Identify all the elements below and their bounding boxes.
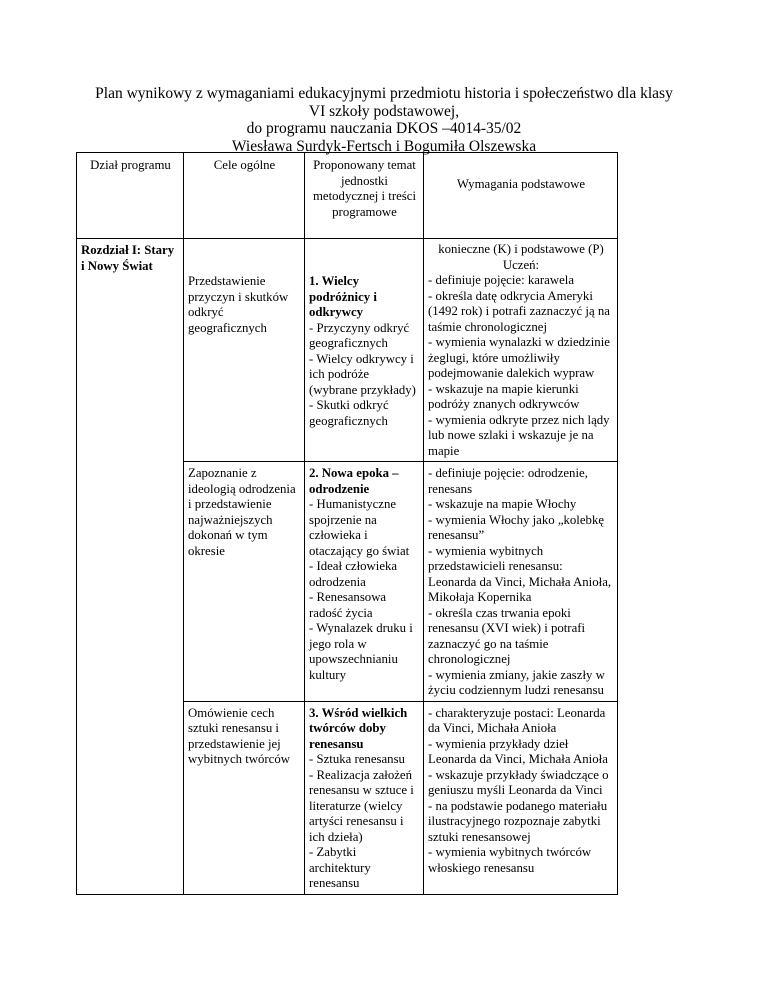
table-header-row [77, 153, 618, 239]
temat-cell [305, 462, 424, 702]
temat-item: - Realizacja założeń renesansu w sztuce i literaturze (wielcy artyści renesansu i ich dzieła) [309, 767, 414, 844]
header-wymagania-label: Wymagania podstawowe [456, 177, 586, 191]
wymagania-cell [424, 239, 618, 462]
requirements-table [76, 152, 618, 895]
temat-cell [305, 701, 424, 894]
wymaganie-item: - wskazuje przykłady świadczące o geniuszu myśli Leonarda da Vinci [428, 767, 609, 797]
title-line-4: Wiesława Surdyk-Fertsch i Bogumiła Olszewska [231, 137, 537, 155]
wymagania-cell [424, 462, 618, 702]
header-temat: Proponowany temat jednostki metodycznej i treści programowe [305, 153, 424, 239]
wymaganie-item: - wymienia wynalazki w dziedzinie żeglugi, które umożliwiły podejmowanie dalekich wypraw [428, 335, 610, 380]
title-line-2: VI szkoły podstawowej, [308, 102, 460, 120]
temat-item: - Ideał człowieka odrodzenia [309, 559, 398, 589]
temat-item: - Przyczyny odkryć geograficznych [309, 320, 410, 350]
temat-item: - Skutki odkryć geograficznych [309, 398, 389, 428]
wymaganie-item: - wskazuje na mapie kierunki podróży znanych odkrywców [428, 381, 580, 411]
section-title: Rozdział I: Stary i Nowy Świat [81, 243, 175, 273]
title-line-1: Plan wynikowy z wymaganiami edukacyjnymi przedmiotu historia i społeczeństwo dla klasy [95, 85, 673, 102]
wymaganie-item: - wymienia zmiany, jakie zaszły w życiu codziennym ludzi renesansu [428, 667, 605, 697]
wymagania-subheader: konieczne (K) i podstawowe (P) [438, 242, 604, 256]
temat-item: - Humanistyczne spojrzenie na człowieka i otaczający go świat [309, 497, 410, 558]
temat-item: - Renesansowa radość życia [309, 590, 387, 620]
cel-text: Zapoznanie z ideologią odrodzenia i przedstawienie najważniejszych dokonań w tym okresie [188, 466, 296, 558]
wymaganie-item: - określa datę odkrycia Ameryki (1492 rok) i potrafi zaznaczyć ją na taśmie chronologicznej [428, 288, 610, 334]
temat-title: 1. Wielcy podróżnicy i odkrywcy [309, 274, 377, 319]
cel-cell [184, 239, 305, 462]
temat-title: 2. Nowa epoka – odrodzenie [309, 466, 399, 496]
table-row [77, 239, 618, 462]
cel-text: Przedstawienie przyczyn i skutków odkryć geograficznych [188, 274, 289, 335]
wymaganie-item: - wymienia wybitnych przedstawicieli renesansu: Leonarda da Vinci, Michała Anioła, Mikołaja Kopernika [428, 543, 612, 604]
temat-cell [305, 239, 424, 462]
header-dzial: Dział programu [77, 153, 184, 239]
wymaganie-item: - charakteryzuje postaci: Leonarda da Vinci, Michała Anioła [428, 705, 606, 735]
cel-cell [184, 701, 305, 894]
header-wymagania [424, 153, 618, 239]
section-title-cell [77, 239, 184, 895]
title-line-3: do programu nauczania DKOS –4014-35/02 [246, 120, 522, 137]
header-cele: Cele ogólne [184, 153, 305, 239]
temat-item: - Wynalazek druku i jego rola w upowszechnianiu kultury [309, 621, 413, 682]
wymaganie-item: - wskazuje na mapie Włochy [428, 497, 577, 511]
temat-item: - Sztuka renesansu [309, 752, 405, 766]
wymaganie-item: - wymienia przykłady dzieł Leonarda da Vinci, Michała Anioła [428, 736, 608, 766]
temat-item: - Zabytki architektury renesansu [309, 845, 371, 890]
cel-text: Omówienie cech sztuki renesansu i przedstawienie jej wybitnych twórców [188, 705, 291, 766]
temat-title: 3. Wśród wielkich twórców doby renesansu [309, 705, 408, 751]
wymagania-cell [424, 701, 618, 894]
wymaganie-item: - definiuje pojęcie: odrodzenie, renesans [428, 466, 588, 496]
wymaganie-item: - wymienia odkryte przez nich lądy lub nowe szlaki i wskazuje je na mapie [428, 412, 610, 458]
wymaganie-item: - na podstawie podanego materiału ilustracyjnego rozpoznaje zabytki sztuki renesansowej [428, 798, 608, 844]
document-title [0, 85, 768, 155]
cel-cell [184, 462, 305, 702]
wymaganie-item: - wymienia wybitnych twórców włoskiego renesansu [428, 845, 592, 875]
uczen-label: Uczeń: [502, 257, 540, 272]
temat-item: - Wielcy odkrywcy i ich podróże (wybrane przykłady) [309, 351, 416, 397]
wymaganie-item: - wymienia Włochy jako „kolebkę renesansu” [428, 512, 605, 542]
wymaganie-item: - definiuje pojęcie: karawela [428, 273, 575, 287]
wymaganie-item: - określa czas trwania epoki renesansu (XVI wiek) i potrafi zaznaczyć go na taśmie chronologicznej [428, 605, 586, 666]
